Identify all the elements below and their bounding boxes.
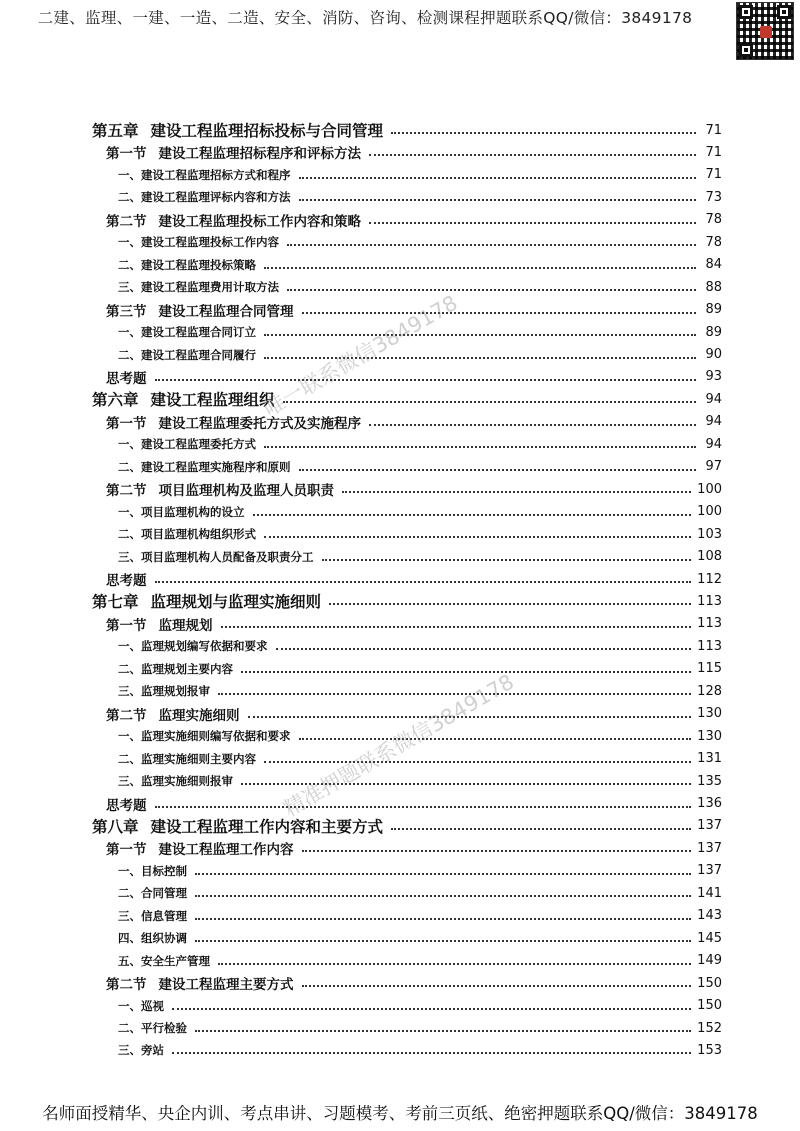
toc-page-number: 89 — [705, 324, 722, 340]
toc-entry-label — [118, 661, 233, 677]
toc-entry-title: 建设工程监理工作内容 — [158, 842, 294, 859]
toc-page-number: 137 — [697, 818, 722, 834]
toc-page-number: 88 — [705, 279, 722, 295]
toc-entry-label — [118, 930, 187, 946]
toc-item — [118, 501, 722, 523]
toc-entry-label — [118, 526, 256, 542]
toc-item — [118, 658, 722, 680]
toc-entry-title: 思考题 — [106, 797, 147, 814]
toc-page-number: 71 — [705, 167, 722, 183]
toc-entry-number: 第六章 — [92, 391, 139, 410]
toc-entry-title: 监理规划 — [158, 617, 213, 634]
dot-leader — [264, 761, 691, 763]
toc-entry-label — [118, 1020, 187, 1036]
toc-entry-title: 思考题 — [106, 370, 147, 387]
toc-entry-title: 二、合同管理 — [118, 886, 187, 901]
toc-page-number: 100 — [697, 504, 722, 520]
toc-entry-label — [118, 347, 256, 363]
toc-item — [118, 546, 722, 568]
toc-entry-title: 监理规划与监理实施细则 — [150, 593, 322, 612]
toc-item — [118, 1039, 722, 1061]
dot-leader — [264, 267, 696, 269]
dot-leader — [283, 401, 696, 403]
toc-entry-title: 五、安全生产管理 — [118, 953, 210, 968]
toc-page-number: 115 — [697, 661, 722, 677]
toc-entry-label — [92, 590, 321, 612]
toc-section — [106, 972, 722, 994]
toc-entry-title: 建设工程监理委托方式及实施程序 — [158, 415, 361, 432]
toc-entry-number: 第八章 — [92, 817, 139, 836]
toc-item — [118, 905, 722, 927]
toc-entry-label — [118, 728, 291, 744]
toc-page-number: 93 — [705, 369, 722, 385]
toc-entry-number: 第一节 — [106, 146, 147, 163]
dot-leader — [287, 244, 696, 246]
toc-page-number: 78 — [705, 234, 722, 250]
toc-entry-number: 第五章 — [92, 122, 139, 140]
toc-review-questions — [106, 366, 722, 388]
toc-page-number: 78 — [705, 212, 722, 228]
dot-leader — [369, 424, 696, 426]
toc-entry-title: 二、项目监理机构组织形式 — [118, 527, 256, 542]
toc-item — [118, 276, 722, 298]
dot-leader — [369, 154, 696, 156]
toc-chapter — [92, 119, 722, 141]
toc-chapter — [92, 815, 722, 837]
toc-entry-number: 第一节 — [106, 617, 147, 634]
toc-chapter — [92, 590, 722, 612]
toc-entry-title: 二、建设工程监理合同履行 — [118, 347, 256, 362]
toc-entry-title: 一、项目监理机构的设立 — [118, 504, 245, 519]
toc-chapter — [92, 388, 722, 410]
toc-page-number: 71 — [705, 144, 722, 160]
dot-leader — [264, 536, 691, 538]
dot-leader — [241, 671, 691, 673]
toc-entry-title: 建设工程监理主要方式 — [158, 977, 294, 994]
toc-entry-label — [118, 773, 233, 789]
dot-leader — [342, 491, 691, 493]
toc-entry-title: 四、组织协调 — [118, 931, 187, 946]
toc-page-number: 100 — [697, 481, 722, 497]
dot-leader — [299, 738, 692, 740]
toc-entry-label — [118, 863, 187, 879]
dot-leader — [264, 446, 696, 448]
toc-entry-label — [92, 119, 383, 141]
toc-entry-title: 二、建设工程监理评标内容和方法 — [118, 190, 291, 205]
toc-page-number: 145 — [697, 930, 722, 946]
toc-page-number: 108 — [697, 549, 722, 565]
toc-page-number: 128 — [697, 683, 722, 699]
toc-entry-label — [118, 189, 291, 205]
toc-page-number: 150 — [697, 975, 722, 991]
toc-entry-label — [106, 412, 361, 432]
toc-entry-title: 二、建设工程监理投标策略 — [118, 257, 256, 272]
dot-leader — [299, 199, 697, 201]
toc-page-number: 112 — [697, 571, 722, 587]
toc-entry-number: 第一节 — [106, 415, 147, 432]
toc-page-number: 150 — [697, 998, 722, 1014]
toc-section — [106, 209, 722, 231]
dot-leader — [287, 289, 696, 291]
toc-section — [106, 613, 722, 635]
toc-item — [118, 231, 722, 253]
dot-leader — [172, 1052, 691, 1054]
toc-entry-label — [118, 683, 210, 699]
toc-page-number: 89 — [705, 302, 722, 318]
watermark-text: 精准押题联系微信3849178 — [279, 669, 518, 822]
toc-entry-number: 第一节 — [106, 842, 147, 859]
toc-entry-title: 三、监理实施细则报审 — [118, 774, 233, 789]
toc-entry-label — [118, 436, 256, 452]
toc-entry-label — [118, 459, 291, 475]
toc-entry-label — [106, 479, 334, 499]
toc-entry-label — [118, 998, 164, 1014]
toc-entry-label — [92, 388, 275, 410]
toc-item — [118, 635, 722, 657]
toc-entry-title: 二、监理实施细则主要内容 — [118, 751, 256, 766]
toc-section — [106, 411, 722, 433]
toc-page-number: 149 — [697, 953, 722, 969]
dot-leader — [155, 581, 692, 583]
toc-entry-title: 三、旁站 — [118, 1043, 164, 1058]
toc-page-number: 97 — [705, 459, 722, 475]
toc-section — [106, 478, 722, 500]
toc-entry-label — [118, 504, 245, 520]
toc-entry-label — [118, 279, 279, 295]
toc-page-number: 94 — [705, 436, 722, 452]
toc-entry-number: 第三节 — [106, 303, 147, 320]
toc-page-number: 130 — [697, 706, 722, 722]
toc-entry-label — [118, 908, 187, 924]
toc-entry-title: 三、监理规划报审 — [118, 684, 210, 699]
toc-entry-title: 一、建设工程监理合同订立 — [118, 325, 256, 340]
toc-item — [118, 1017, 722, 1039]
toc-item — [118, 456, 722, 478]
toc-item — [118, 770, 722, 792]
toc-entry-label — [106, 300, 294, 320]
toc-page-number: 152 — [697, 1020, 722, 1036]
toc-entry-label — [118, 324, 256, 340]
toc-page-number: 94 — [705, 414, 722, 430]
toc-page-number: 137 — [697, 863, 722, 879]
toc-section — [106, 837, 722, 859]
toc-entry-number: 第二节 — [106, 977, 147, 994]
toc-page-number: 131 — [697, 751, 722, 767]
toc-entry-title: 建设工程监理工作内容和主要方式 — [150, 817, 384, 836]
toc-entry-number: 第二节 — [106, 483, 147, 500]
dot-leader — [391, 132, 696, 134]
toc-page-number: 136 — [697, 796, 722, 811]
toc-entry-label — [118, 1042, 164, 1058]
toc-entry-title: 建设工程监理合同管理 — [158, 303, 294, 320]
toc-entry-title: 一、目标控制 — [118, 863, 187, 878]
toc-page-number: 103 — [697, 526, 722, 542]
dot-leader — [329, 603, 691, 605]
toc-entry-title: 二、监理规划主要内容 — [118, 661, 233, 676]
toc-page-number: 113 — [697, 638, 722, 654]
toc-page-number: 141 — [697, 885, 722, 901]
toc-entry-title: 建设工程监理招标投标与合同管理 — [150, 122, 384, 140]
toc-item — [118, 523, 722, 545]
toc-entry-label — [106, 210, 361, 230]
toc-item — [118, 860, 722, 882]
dot-leader — [195, 940, 691, 942]
toc-item — [118, 950, 722, 972]
dot-leader — [195, 873, 691, 875]
header-banner: 二建、监理、一建、一造、二造、安全、消防、咨询、检测课程押题联系QQ/微信：3849178 — [37, 9, 693, 27]
toc-item — [118, 927, 722, 949]
toc-entry-title: 三、建设工程监理费用计取方法 — [118, 280, 279, 295]
toc-item — [118, 995, 722, 1017]
dot-leader — [172, 1008, 691, 1010]
dot-leader — [302, 985, 692, 987]
toc-entry-title: 一、建设工程监理委托方式 — [118, 437, 256, 452]
toc-item — [118, 344, 722, 366]
toc-page-number: 73 — [705, 189, 722, 205]
toc-page-number: 71 — [705, 122, 722, 138]
dot-leader — [221, 626, 692, 628]
toc-entry-label — [118, 167, 291, 183]
toc-page-number: 113 — [697, 593, 722, 609]
toc-entry-label — [118, 549, 314, 565]
toc-entry-label — [106, 367, 147, 387]
dot-leader — [302, 312, 697, 314]
dot-leader — [369, 222, 696, 224]
toc-entry-label — [118, 953, 210, 969]
toc-entry-label — [92, 815, 383, 837]
toc-item — [118, 254, 722, 276]
toc-entry-label — [106, 704, 240, 724]
toc-entry-label — [106, 569, 147, 589]
toc-entry-title: 二、建设工程监理实施程序和原则 — [118, 459, 291, 474]
dot-leader — [391, 828, 691, 830]
toc-entry-title: 监理实施细则 — [158, 707, 240, 724]
dot-leader — [302, 850, 692, 852]
toc-entry-label — [106, 142, 361, 162]
dot-leader — [155, 379, 697, 381]
toc-page-number: 153 — [697, 1042, 722, 1058]
toc-entry-title: 一、建设工程监理投标工作内容 — [118, 235, 279, 250]
dot-leader — [253, 514, 692, 516]
toc-entry-title: 一、建设工程监理招标方式和程序 — [118, 167, 291, 182]
toc-page-number: 84 — [705, 257, 722, 273]
toc-section — [106, 141, 722, 163]
toc-page-number: 135 — [697, 773, 722, 789]
toc-page-number: 130 — [697, 728, 722, 744]
toc-entry-title: 思考题 — [106, 573, 147, 589]
toc-entry-label — [118, 751, 256, 767]
toc-item — [118, 186, 722, 208]
toc-entry-label — [106, 794, 147, 814]
toc-entry-title: 项目监理机构及监理人员职责 — [158, 483, 334, 500]
dot-leader — [195, 1030, 691, 1032]
dot-leader — [299, 469, 697, 471]
toc-entry-title: 建设工程监理招标程序和评标方法 — [158, 146, 361, 163]
toc-item — [118, 882, 722, 904]
toc-entry-label — [118, 234, 279, 250]
dot-leader — [195, 918, 691, 920]
toc-entry-label — [118, 257, 256, 273]
dot-leader — [276, 648, 692, 650]
toc-review-questions — [106, 568, 722, 590]
toc-entry-title: 一、巡视 — [118, 998, 164, 1013]
toc-entry-title: 建设工程监理组织 — [150, 391, 275, 410]
toc-entry-label — [106, 838, 294, 858]
toc-entry-label — [106, 614, 213, 634]
toc-page-number: 113 — [697, 616, 722, 632]
toc-entry-number: 第七章 — [92, 593, 139, 612]
toc-item — [118, 164, 722, 186]
toc-entry-title: 三、信息管理 — [118, 908, 187, 923]
toc-page-number: 137 — [697, 840, 722, 856]
toc-entry-number: 第二节 — [106, 707, 147, 724]
toc-item — [118, 433, 722, 455]
dot-leader — [264, 334, 696, 336]
toc-entry-title: 一、监理实施细则编写依据和要求 — [118, 729, 291, 744]
toc-entry-label — [118, 638, 268, 654]
dot-leader — [195, 895, 691, 897]
watermark-text: 唯一联系微信3849178 — [259, 290, 462, 422]
footer-banner: 名师面授精华、央企内训、考点串讲、习题模考、考前三页纸、绝密押题联系QQ/微信：3849178 — [42, 1104, 758, 1123]
dot-leader — [322, 559, 692, 561]
dot-leader — [155, 806, 692, 808]
toc-item — [118, 680, 722, 702]
toc-entry-label — [118, 885, 187, 901]
toc-review-questions — [106, 793, 722, 815]
toc-item — [118, 748, 722, 770]
toc-entry-title: 二、平行检验 — [118, 1021, 187, 1035]
toc-page-number: 94 — [705, 391, 722, 407]
toc-page-number: 90 — [705, 347, 722, 362]
toc-page-number: 143 — [697, 908, 722, 924]
dot-leader — [299, 177, 697, 179]
toc-entry-title: 建设工程监理投标工作内容和策略 — [158, 213, 361, 230]
dot-leader — [218, 963, 691, 965]
toc-entry-title: 一、监理规划编写依据和要求 — [118, 639, 268, 654]
toc-entry-label — [106, 973, 294, 993]
toc-entry-title: 三、项目监理机构人员配备及职责分工 — [118, 549, 314, 564]
toc-entry-number: 第二节 — [106, 213, 147, 230]
